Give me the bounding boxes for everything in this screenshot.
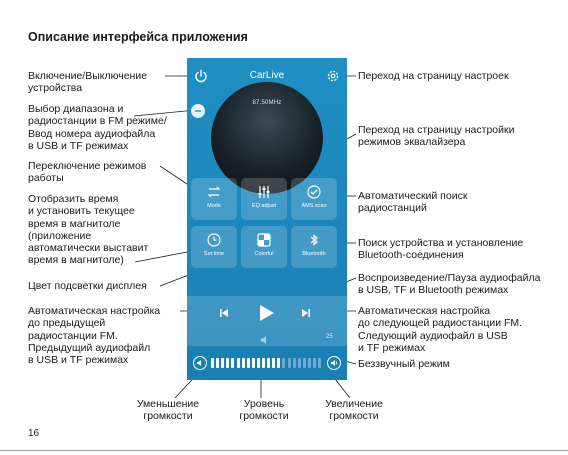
annotation-bluetooth: Поиск устройства и установление Bluetooth-соединения bbox=[358, 237, 524, 262]
annotation-mode: Переключение режимов работы bbox=[28, 160, 147, 185]
volume-segment bbox=[313, 358, 316, 368]
settings-button[interactable] bbox=[323, 66, 343, 86]
annotation-power: Включение/Выключение устройства bbox=[28, 70, 148, 95]
annotation-band: Выбор диапазона и радиостанции в FM режиме/ Ввод номера аудиофайла в USB и TF режимах bbox=[28, 103, 167, 152]
volume-segment bbox=[303, 358, 306, 368]
volume-segment bbox=[211, 358, 214, 368]
annotation-vol-down: Уменьшение громкости bbox=[136, 398, 200, 423]
volume-segment bbox=[242, 358, 245, 368]
mode-button[interactable] bbox=[191, 178, 237, 220]
bluetooth-button[interactable] bbox=[291, 226, 337, 268]
annotation-mute: Беззвучный режим bbox=[358, 358, 450, 370]
gear-icon bbox=[326, 69, 340, 83]
colorful-button[interactable] bbox=[241, 226, 287, 268]
annotation-settings: Переход на страницу настроек bbox=[358, 70, 509, 82]
equalizer-icon bbox=[256, 184, 272, 200]
volume-level-bar[interactable] bbox=[211, 358, 323, 368]
ams-scan-label: AMS scan bbox=[301, 203, 327, 209]
volume-segment bbox=[221, 358, 224, 368]
play-pause-button[interactable] bbox=[253, 300, 279, 326]
volume-segment bbox=[247, 358, 250, 368]
volume-segment bbox=[257, 358, 260, 368]
eq-adjust-label: EQ adjust bbox=[251, 203, 277, 209]
volume-segment bbox=[308, 358, 311, 368]
previous-button[interactable] bbox=[215, 304, 233, 322]
bluetooth-label: Bluetooth bbox=[302, 251, 326, 257]
eq-adjust-button[interactable] bbox=[241, 178, 287, 220]
page-number: 16 bbox=[28, 428, 40, 439]
band-select-button[interactable] bbox=[191, 104, 205, 118]
mode-label: Mode bbox=[207, 203, 221, 209]
volume-segment bbox=[277, 358, 280, 368]
mute-icon bbox=[260, 335, 270, 345]
annotation-scan: Автоматический поиск радиостанций bbox=[358, 190, 468, 215]
bluetooth-icon bbox=[306, 232, 322, 248]
set-time-button[interactable] bbox=[191, 226, 237, 268]
volume-up-icon bbox=[330, 359, 338, 367]
color-palette-icon bbox=[256, 232, 272, 248]
next-button[interactable] bbox=[297, 304, 315, 322]
volume-segment bbox=[288, 358, 291, 368]
volume-segment bbox=[318, 358, 321, 368]
ams-scan-button[interactable] bbox=[291, 178, 337, 220]
volume-segment bbox=[267, 358, 270, 368]
volume-segment bbox=[237, 358, 240, 368]
volume-segment bbox=[272, 358, 275, 368]
next-icon bbox=[301, 308, 311, 318]
annotation-play: Воспроизведение/Пауза аудиофайла в USB, TF и Bluetooth режимах bbox=[358, 272, 541, 297]
app-title: CarLive bbox=[249, 70, 285, 81]
volume-segment bbox=[216, 358, 219, 368]
bottom-rule bbox=[0, 450, 568, 451]
volume-segment bbox=[298, 358, 301, 368]
play-icon bbox=[257, 304, 275, 322]
annotation-prev: Автоматическая настройка до предыдущей радиостанции FM. Предыдущий аудиофайл в USB и TF режимах bbox=[28, 305, 161, 367]
page-title: Описание интерфейса приложения bbox=[28, 30, 248, 44]
mode-icon bbox=[206, 184, 222, 200]
volume-down-button[interactable] bbox=[193, 356, 207, 370]
volume-up-button[interactable] bbox=[327, 356, 341, 370]
colorful-label: Colorful bbox=[254, 251, 274, 257]
annotation-vol-up: Увеличение громкости bbox=[325, 398, 383, 423]
volume-segment bbox=[282, 358, 285, 368]
power-icon bbox=[194, 69, 208, 83]
previous-icon bbox=[219, 308, 229, 318]
annotation-color: Цвет подсветки дисплея bbox=[28, 280, 147, 292]
annotation-next: Автоматическая настройка до следующей радиостанции FM. Следующий аудиофайл в USB и TF режимах bbox=[358, 305, 523, 354]
volume-segment bbox=[231, 358, 234, 368]
mute-button[interactable] bbox=[258, 333, 272, 347]
app-screen bbox=[187, 58, 347, 380]
volume-segment bbox=[262, 358, 265, 368]
track-number: 25 bbox=[326, 334, 333, 340]
volume-segment bbox=[226, 358, 229, 368]
check-circle-icon bbox=[306, 184, 322, 200]
power-button[interactable] bbox=[191, 66, 211, 86]
set-time-label: Set time bbox=[203, 251, 225, 257]
band-selector-icon bbox=[194, 107, 202, 115]
volume-segment bbox=[293, 358, 296, 368]
clock-icon bbox=[206, 232, 222, 248]
annotation-vol-level: Уровень громкости bbox=[239, 398, 289, 423]
annotation-eq: Переход на страницу настройки режимов эквалайзера bbox=[358, 124, 515, 149]
frequency-display: 87.50MHz bbox=[252, 100, 282, 106]
annotation-time: Отобразить время и установить текущее время в магнитоле (приложение автоматически выставит время в магнитоле) bbox=[28, 193, 149, 267]
volume-segment bbox=[252, 358, 255, 368]
volume-down-icon bbox=[196, 359, 204, 367]
